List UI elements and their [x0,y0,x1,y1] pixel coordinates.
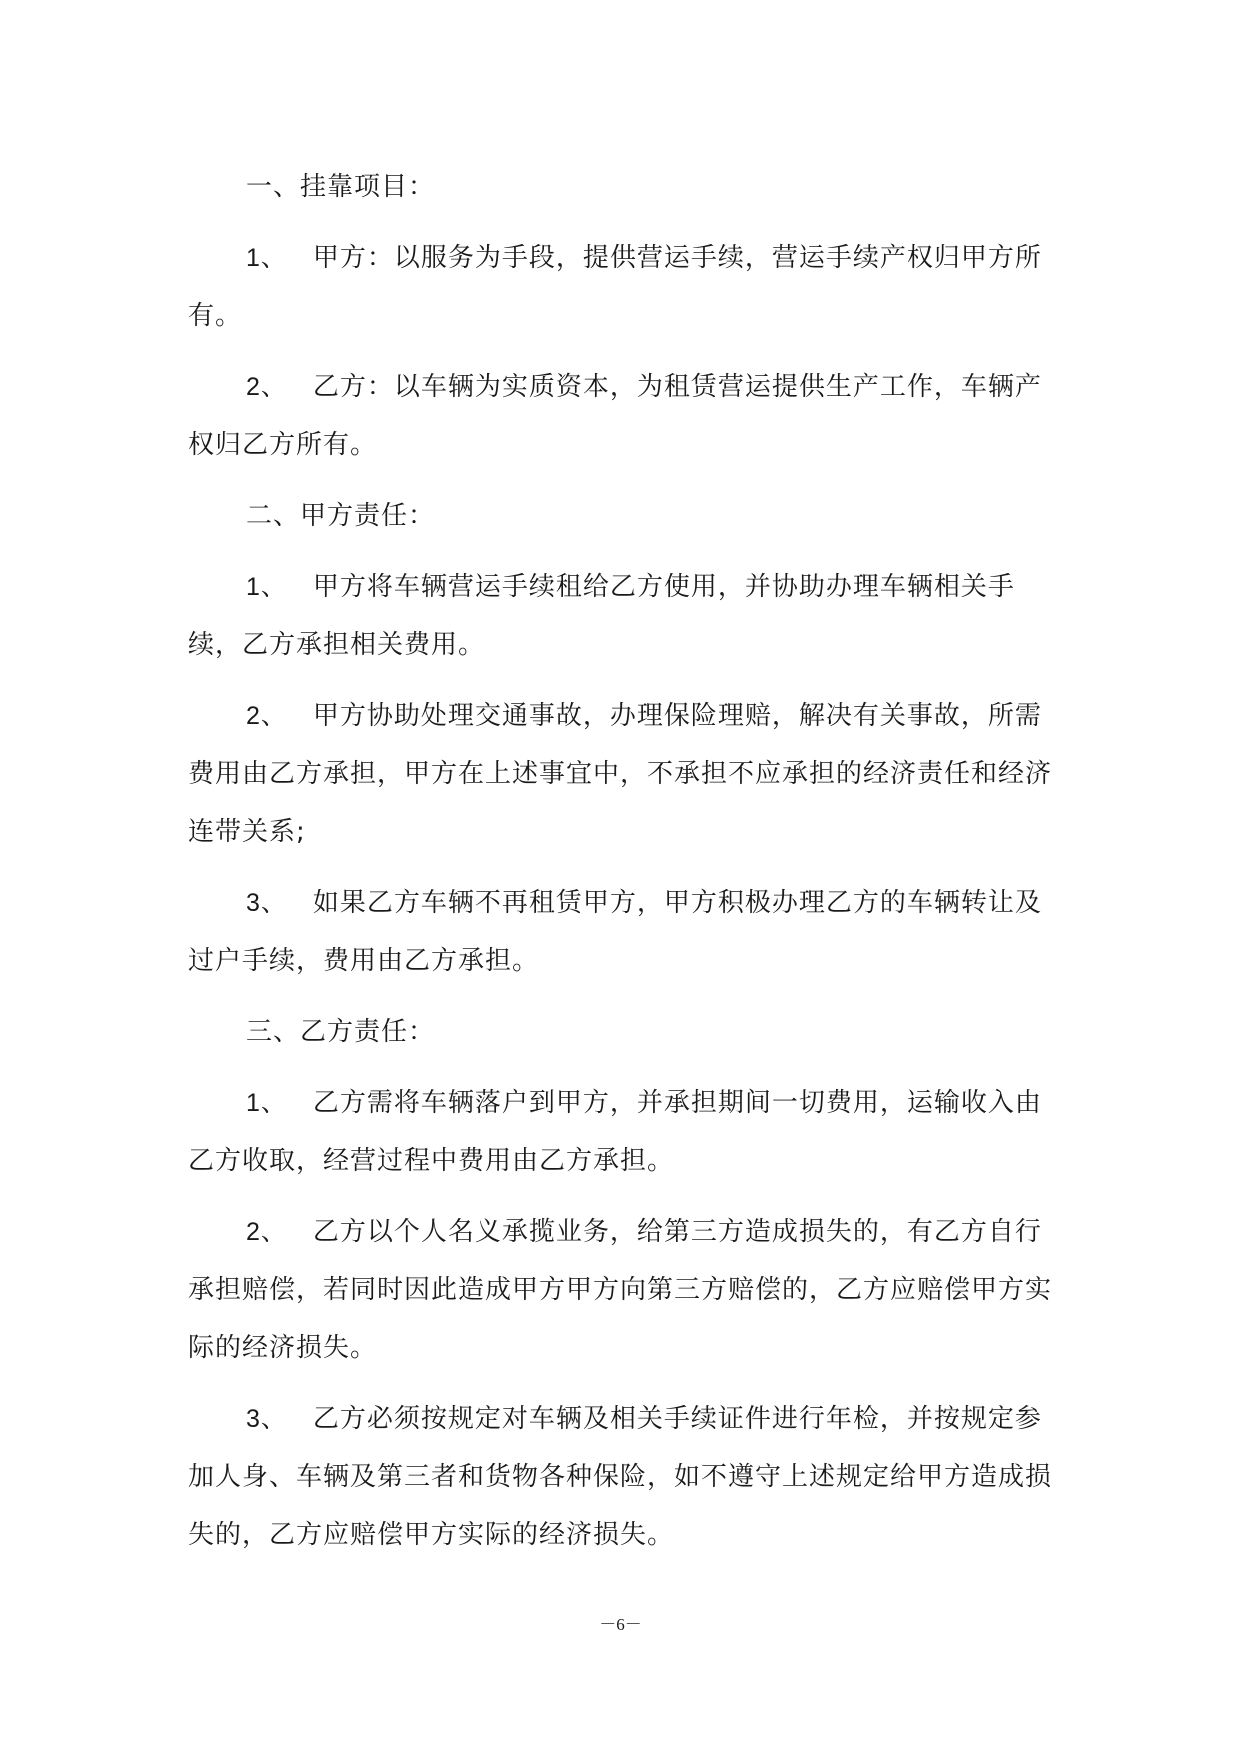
clause-paragraph [188,687,1056,861]
clause-number: 2、 [246,373,287,401]
clause-text: 乙方需将车辆落户到甲方，并承担期间一切费用，运输收入由乙方收取，经营过程中费用由乙方承担。 [188,1088,1042,1176]
clause-number: 2、 [246,702,287,730]
clause-number: 3、 [246,889,287,917]
clause-number: 1、 [246,573,287,601]
clause-paragraph [188,1074,1056,1190]
clause-number: 3、 [246,1405,287,1433]
clause-number: 2、 [246,1218,287,1246]
document-body [188,158,1056,1577]
clause-text: 甲方协助处理交通事故，办理保险理赔，解决有关事故，所需费用由乙方承担，甲方在上述事宜中，不承担不应承担的经济责任和经济连带关系; [188,701,1053,847]
page-number: －6－ [599,1615,642,1634]
clause-number: 1、 [246,244,287,272]
section-heading: 一、挂靠项目： [246,172,436,202]
clause-text: 甲方将车辆营运手续租给乙方使用，并协助办理车辆相关手续，乙方承担相关费用。 [188,572,1015,660]
clause-number: 1、 [246,1089,287,1117]
clause-text: 乙方：以车辆为实质资本，为租赁营运提供生产工作，车辆产权归乙方所有。 [188,372,1042,460]
clause-paragraph [188,874,1056,990]
clause-paragraph [188,1203,1056,1377]
section-heading: 二、甲方责任： [246,501,436,531]
section-heading: 三、乙方责任： [246,1017,436,1047]
clause-paragraph [188,229,1056,345]
clause-paragraph [188,358,1056,474]
clause-text: 乙方以个人名义承揽业务，给第三方造成损失的，有乙方自行承担赔偿，若同时因此造成甲方甲方向第三方赔偿的，乙方应赔偿甲方实际的经济损失。 [188,1217,1053,1363]
clause-text: 甲方：以服务为手段，提供营运手续，营运手续产权归甲方所有。 [188,243,1042,331]
clause-text: 乙方必须按规定对车辆及相关手续证件进行年检，并按规定参加人身、车辆及第三者和货物各种保险，如不遵守上述规定给甲方造成损失的，乙方应赔偿甲方实际的经济损失。 [188,1404,1053,1550]
clause-paragraph [188,1390,1056,1564]
clause-paragraph [188,558,1056,674]
clause-text: 如果乙方车辆不再租赁甲方，甲方积极办理乙方的车辆转让及过户手续，费用由乙方承担。 [188,888,1042,976]
